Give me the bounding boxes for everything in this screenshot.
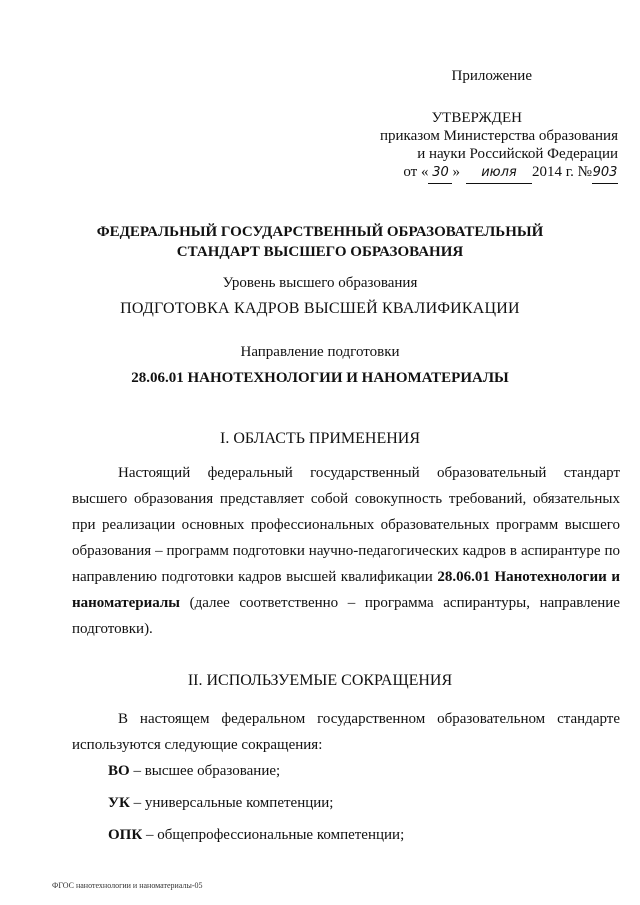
order-line-1 [300, 126, 618, 146]
direction-value: 28.06.01 НАНОТЕХНОЛОГИИ И НАНОМАТЕРИАЛЫ [131, 370, 509, 386]
list-item [108, 822, 404, 848]
level-label: Уровень высшего образования [222, 275, 418, 291]
order-date-line [300, 162, 618, 184]
abbr-term: УК [108, 795, 130, 811]
section-1-paragraph [72, 460, 620, 642]
direction-label: Направление подготовки [240, 344, 400, 360]
document-title [0, 222, 640, 262]
approved-label [300, 108, 618, 128]
order-line-1-text: приказом Министерства образования [380, 128, 618, 144]
date-day: 30 [428, 163, 452, 184]
section-2-intro: В настоящем федеральном государственном образовательном стандарте используются следующие сокращения: [72, 711, 620, 753]
approved-text: УТВЕРЖДЕН [431, 110, 522, 126]
abbr-desc: – высшее образование; [129, 763, 281, 779]
list-item [108, 758, 404, 784]
section-2-heading: II. ИСПОЛЬЗУЕМЫЕ СОКРАЩЕНИЯ [187, 672, 453, 689]
title-line-2: СТАНДАРТ ВЫСШЕГО ОБРАЗОВАНИЯ [176, 244, 464, 260]
section-1-text-tail: (далее соответственно – программа аспирантуры, направление подготовки). [72, 595, 620, 637]
abbr-desc: – общепрофессиональные компетенции; [142, 827, 405, 843]
section-1-direction-bold: 28.06.01 Нанотехнологии и наноматериалы [72, 569, 620, 611]
order-line-2 [300, 144, 618, 164]
annex-text: Приложение [451, 68, 532, 84]
order-line-2-text: и науки Российской Федерации [417, 146, 618, 162]
date-month: июля [466, 163, 532, 184]
abbreviation-list [108, 758, 404, 848]
date-year: 2014 г. № [531, 164, 592, 180]
date-number: 903 [592, 163, 618, 184]
abbr-desc: – универсальные компетенции; [129, 795, 334, 811]
annex-label [300, 66, 618, 86]
title-line-1: ФЕДЕРАЛЬНЫЙ ГОСУДАРСТВЕННЫЙ ОБРАЗОВАТЕЛЬНЫЙ [96, 224, 544, 240]
level-value: ПОДГОТОВКА КАДРОВ ВЫСШЕЙ КВАЛИФИКАЦИИ [120, 300, 520, 317]
list-item [108, 790, 404, 816]
section-1-text: Настоящий федеральный государственный образовательный стандарт высшего образования представляет собой совокупность требований, обязательных при реализации основных профессиональных образовательных программ высшего образования – программ подготовки научно-педагогических кадров в аспирантуре по направлению подготовки кадров высшей квалификации [72, 465, 620, 585]
date-prefix: от « [403, 164, 429, 180]
date-mid: » [452, 164, 460, 180]
abbr-term: ОПК [108, 827, 143, 843]
abbr-term: ВО [108, 763, 130, 779]
section-1-heading: I. ОБЛАСТЬ ПРИМЕНЕНИЯ [219, 430, 421, 447]
page-footer: ФГОС нанотехнологии и наноматериалы-05 [52, 881, 203, 890]
